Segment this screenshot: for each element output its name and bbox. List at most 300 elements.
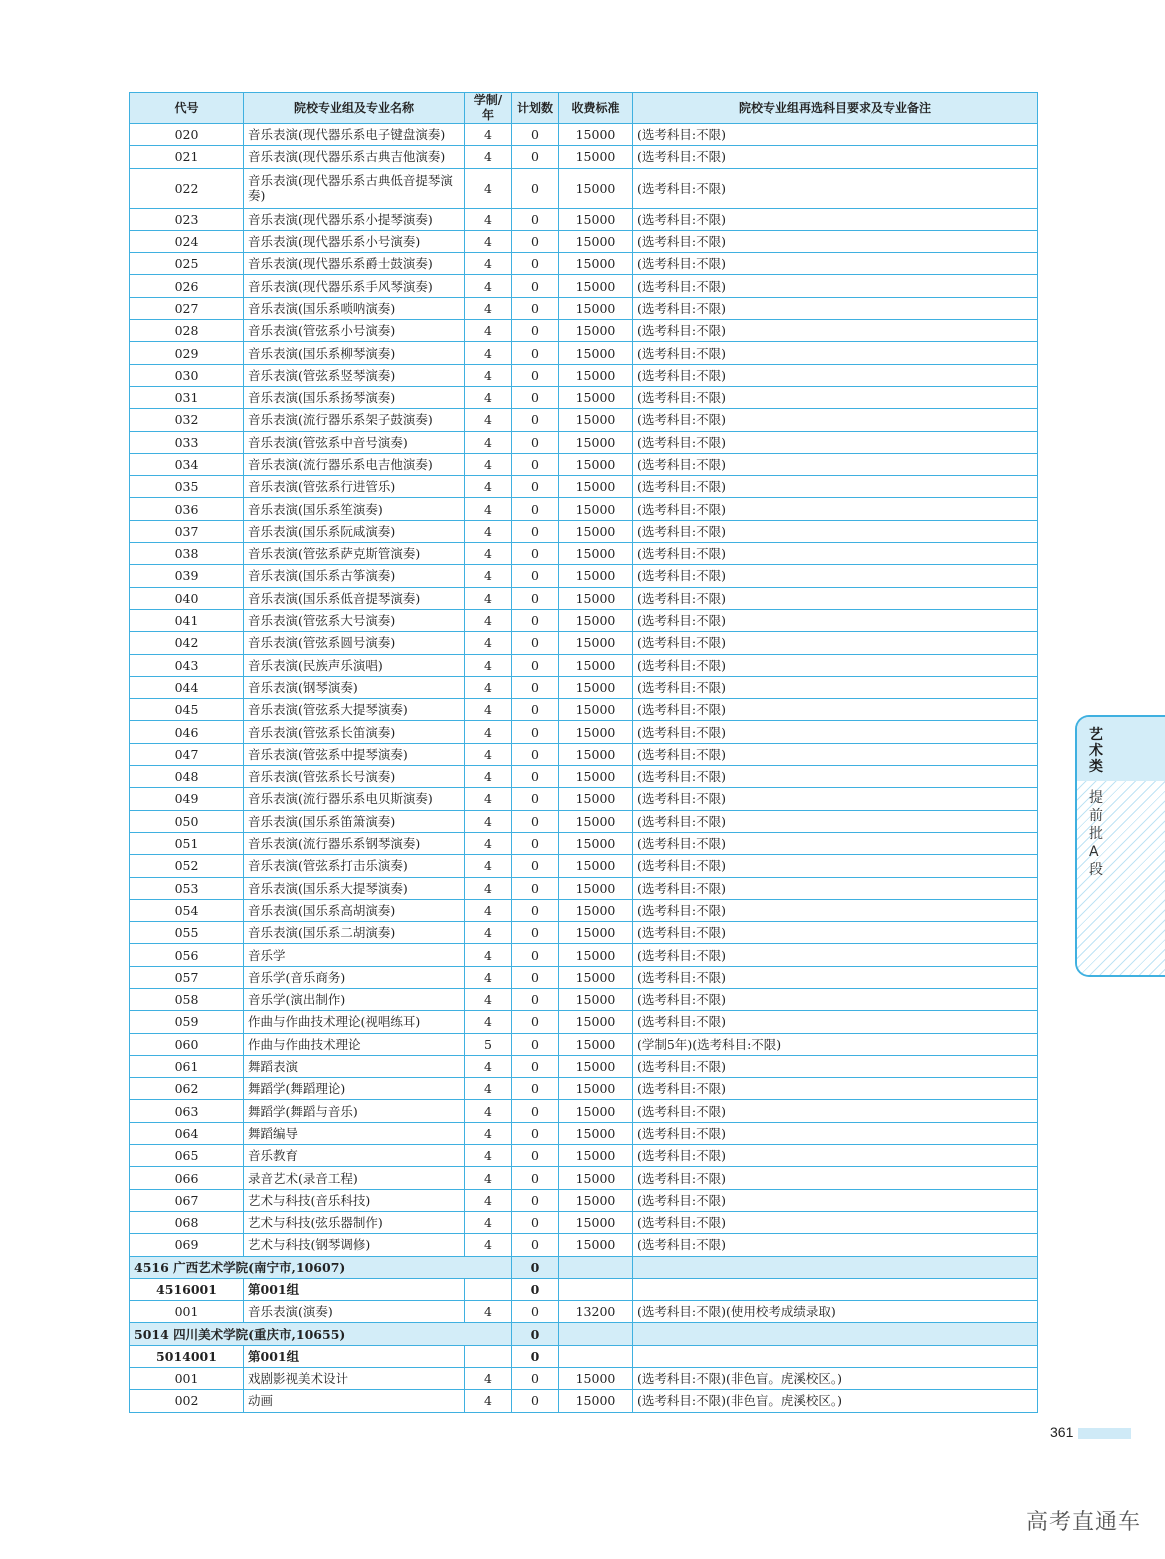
- header-code: 代号: [130, 93, 244, 124]
- major-fee: 15000: [559, 988, 633, 1010]
- school-plan: 0: [512, 1256, 559, 1278]
- table-row: [130, 699, 1038, 721]
- major-years: 4: [465, 721, 512, 743]
- table-row: [130, 632, 1038, 654]
- major-code: 059: [130, 1011, 244, 1033]
- major-name: 音乐表演(现代器乐系小提琴演奏): [244, 208, 465, 230]
- table-row: [130, 543, 1038, 565]
- major-name: 音乐表演(管弦系中音号演奏): [244, 431, 465, 453]
- major-note: (选考科目:不限): [633, 168, 1038, 208]
- major-fee: 15000: [559, 253, 633, 275]
- major-years: 4: [465, 587, 512, 609]
- major-name: 作曲与作曲技术理论: [244, 1033, 465, 1055]
- table-row: [130, 124, 1038, 146]
- major-name: 音乐表演(国乐系笙演奏): [244, 498, 465, 520]
- major-code: 049: [130, 788, 244, 810]
- major-name: 舞蹈表演: [244, 1055, 465, 1077]
- table-row: [130, 1390, 1038, 1412]
- major-fee: 15000: [559, 230, 633, 252]
- major-years: 4: [465, 476, 512, 498]
- major-fee: 15000: [559, 810, 633, 832]
- major-fee: 15000: [559, 721, 633, 743]
- major-name: 音乐表演(管弦系小号演奏): [244, 320, 465, 342]
- major-note: (选考科目:不限): [633, 766, 1038, 788]
- major-code: 048: [130, 766, 244, 788]
- major-name: 音乐表演(民族声乐演唱): [244, 654, 465, 676]
- major-years: 4: [465, 988, 512, 1010]
- major-years: 4: [465, 654, 512, 676]
- header-fee: 收费标准: [559, 93, 633, 124]
- major-code: 066: [130, 1167, 244, 1189]
- school-note-empty: [633, 1323, 1038, 1345]
- major-plan: 0: [512, 230, 559, 252]
- major-plan: 0: [512, 1011, 559, 1033]
- major-code: 020: [130, 124, 244, 146]
- table-row: [130, 766, 1038, 788]
- major-name: 音乐表演(国乐系高胡演奏): [244, 899, 465, 921]
- major-code: 040: [130, 587, 244, 609]
- major-plan: 0: [512, 253, 559, 275]
- page-number-bar: [1078, 1428, 1131, 1439]
- major-name: 音乐表演(钢琴演奏): [244, 676, 465, 698]
- major-name: 音乐学(演出制作): [244, 988, 465, 1010]
- major-code: 052: [130, 855, 244, 877]
- major-years: 4: [465, 386, 512, 408]
- major-fee: 15000: [559, 124, 633, 146]
- table-row: [130, 320, 1038, 342]
- table-row: [130, 810, 1038, 832]
- major-plan: 0: [512, 453, 559, 475]
- side-tab-batch: 提前批A段: [1089, 790, 1103, 878]
- major-years: 4: [465, 743, 512, 765]
- major-code: 068: [130, 1211, 244, 1233]
- major-plan: 0: [512, 855, 559, 877]
- major-note: (选考科目:不限): [633, 386, 1038, 408]
- major-name: 艺术与科技(弦乐器制作): [244, 1211, 465, 1233]
- admission-table: [129, 92, 1038, 1413]
- table-row: [130, 208, 1038, 230]
- major-name: 音乐表演(国乐系柳琴演奏): [244, 342, 465, 364]
- major-years: 4: [465, 966, 512, 988]
- major-note: (选考科目:不限): [633, 1100, 1038, 1122]
- major-name: 音乐学(音乐商务): [244, 966, 465, 988]
- major-code: 054: [130, 899, 244, 921]
- major-note: (选考科目:不限): [633, 565, 1038, 587]
- table-row: [130, 1301, 1038, 1323]
- major-plan: 0: [512, 1234, 559, 1256]
- table-row: [130, 453, 1038, 475]
- major-years: 4: [465, 877, 512, 899]
- major-name: 音乐表演(现代器乐系小号演奏): [244, 230, 465, 252]
- major-plan: 0: [512, 1167, 559, 1189]
- major-years: 5: [465, 1033, 512, 1055]
- major-name: 艺术与科技(音乐科技): [244, 1189, 465, 1211]
- major-name: 音乐表演(国乐系二胡演奏): [244, 922, 465, 944]
- major-years: 4: [465, 944, 512, 966]
- page-number: 361: [1050, 1424, 1074, 1440]
- table-row: [130, 788, 1038, 810]
- major-note: (选考科目:不限): [633, 124, 1038, 146]
- major-plan: 0: [512, 1390, 559, 1412]
- major-years: 4: [465, 1189, 512, 1211]
- major-code: 051: [130, 832, 244, 854]
- major-note: (选考科目:不限): [633, 230, 1038, 252]
- major-note: (选考科目:不限): [633, 1145, 1038, 1167]
- major-plan: 0: [512, 1368, 559, 1390]
- major-name: 音乐表演(管弦系长笛演奏): [244, 721, 465, 743]
- major-fee: 15000: [559, 1368, 633, 1390]
- major-years: 4: [465, 922, 512, 944]
- table-row: [130, 1033, 1038, 1055]
- major-code: 034: [130, 453, 244, 475]
- major-note: (选考科目:不限): [633, 721, 1038, 743]
- major-plan: 0: [512, 409, 559, 431]
- admission-table-wrapper: [129, 92, 1037, 1413]
- major-fee: 15000: [559, 1234, 633, 1256]
- major-fee: 15000: [559, 498, 633, 520]
- table-row: [130, 1368, 1038, 1390]
- major-fee: 15000: [559, 877, 633, 899]
- major-fee: 15000: [559, 1167, 633, 1189]
- major-years: 4: [465, 1011, 512, 1033]
- major-code: 060: [130, 1033, 244, 1055]
- major-note: (选考科目:不限): [633, 587, 1038, 609]
- group-years-empty: [465, 1345, 512, 1367]
- major-years: 4: [465, 810, 512, 832]
- major-note: (选考科目:不限): [633, 1078, 1038, 1100]
- major-name: 音乐表演(管弦系大号演奏): [244, 609, 465, 631]
- major-plan: 0: [512, 1100, 559, 1122]
- major-years: 4: [465, 832, 512, 854]
- major-years: 4: [465, 453, 512, 475]
- major-fee: 15000: [559, 453, 633, 475]
- major-name: 音乐表演(流行器乐系架子鼓演奏): [244, 409, 465, 431]
- major-code: 056: [130, 944, 244, 966]
- major-plan: 0: [512, 699, 559, 721]
- major-years: 4: [465, 609, 512, 631]
- major-plan: 0: [512, 520, 559, 542]
- major-years: 4: [465, 520, 512, 542]
- major-code: 029: [130, 342, 244, 364]
- school-fee-empty: [559, 1323, 633, 1345]
- table-row: [130, 297, 1038, 319]
- major-years: 4: [465, 1145, 512, 1167]
- table-row: [130, 431, 1038, 453]
- group-years-empty: [465, 1278, 512, 1300]
- major-note: (选考科目:不限): [633, 208, 1038, 230]
- side-category-tab: [1075, 715, 1165, 977]
- group-name: 第001组: [244, 1278, 465, 1300]
- major-note: (选考科目:不限): [633, 832, 1038, 854]
- major-name: 戏剧影视美术设计: [244, 1368, 465, 1390]
- major-fee: 15000: [559, 342, 633, 364]
- header-plan: 计划数: [512, 93, 559, 124]
- table-row: [130, 877, 1038, 899]
- major-name: 音乐表演(流行器乐系电贝斯演奏): [244, 788, 465, 810]
- major-code: 061: [130, 1055, 244, 1077]
- major-note: (选考科目:不限): [633, 364, 1038, 386]
- major-code: 041: [130, 609, 244, 631]
- major-plan: 0: [512, 810, 559, 832]
- watermark-text: 高考直通车: [1026, 1510, 1142, 1535]
- major-code: 046: [130, 721, 244, 743]
- major-fee: 15000: [559, 699, 633, 721]
- table-row: [130, 168, 1038, 208]
- major-fee: 15000: [559, 609, 633, 631]
- major-name: 音乐表演(国乐系笛箫演奏): [244, 810, 465, 832]
- major-plan: 0: [512, 788, 559, 810]
- major-note: (选考科目:不限): [633, 788, 1038, 810]
- major-note: (选考科目:不限): [633, 855, 1038, 877]
- major-fee: 15000: [559, 520, 633, 542]
- major-plan: 0: [512, 966, 559, 988]
- major-plan: 0: [512, 587, 559, 609]
- major-fee: 15000: [559, 899, 633, 921]
- major-years: 4: [465, 1390, 512, 1412]
- table-row: [130, 146, 1038, 168]
- major-fee: 15000: [559, 587, 633, 609]
- major-note: (选考科目:不限)(非色盲。虎溪校区。): [633, 1368, 1038, 1390]
- table-row: [130, 1189, 1038, 1211]
- major-fee: 15000: [559, 146, 633, 168]
- major-years: 4: [465, 543, 512, 565]
- major-plan: 0: [512, 632, 559, 654]
- major-code: 001: [130, 1301, 244, 1323]
- major-fee: 15000: [559, 543, 633, 565]
- major-years: 4: [465, 498, 512, 520]
- major-years: 4: [465, 253, 512, 275]
- major-plan: 0: [512, 208, 559, 230]
- major-code: 039: [130, 565, 244, 587]
- major-plan: 0: [512, 1055, 559, 1077]
- table-row: [130, 988, 1038, 1010]
- major-note: (选考科目:不限): [633, 1055, 1038, 1077]
- table-row: [130, 1211, 1038, 1233]
- major-plan: 0: [512, 1033, 559, 1055]
- major-name: 艺术与科技(钢琴调修): [244, 1234, 465, 1256]
- major-fee: 15000: [559, 409, 633, 431]
- group-row: [130, 1278, 1038, 1300]
- major-code: 028: [130, 320, 244, 342]
- table-row: [130, 1011, 1038, 1033]
- major-years: 4: [465, 1122, 512, 1144]
- major-plan: 0: [512, 1301, 559, 1323]
- major-years: 4: [465, 1100, 512, 1122]
- header-note: 院校专业组再选科目要求及专业备注: [633, 93, 1038, 124]
- major-fee: 15000: [559, 855, 633, 877]
- major-plan: 0: [512, 1122, 559, 1144]
- major-fee: 15000: [559, 922, 633, 944]
- major-name: 音乐表演(国乐系阮咸演奏): [244, 520, 465, 542]
- major-fee: 15000: [559, 766, 633, 788]
- major-code: 026: [130, 275, 244, 297]
- major-name: 音乐表演(现代器乐系古典吉他演奏): [244, 146, 465, 168]
- major-plan: 0: [512, 1189, 559, 1211]
- major-name: 舞蹈编导: [244, 1122, 465, 1144]
- major-plan: 0: [512, 275, 559, 297]
- table-row: [130, 899, 1038, 921]
- major-fee: 15000: [559, 832, 633, 854]
- major-fee: 15000: [559, 1100, 633, 1122]
- major-note: (选考科目:不限): [633, 966, 1038, 988]
- major-fee: 15000: [559, 208, 633, 230]
- table-row: [130, 1122, 1038, 1144]
- major-note: (选考科目:不限): [633, 476, 1038, 498]
- group-plan: 0: [512, 1345, 559, 1367]
- major-note: (选考科目:不限): [633, 453, 1038, 475]
- major-name: 音乐学: [244, 944, 465, 966]
- table-row: [130, 654, 1038, 676]
- major-fee: 15000: [559, 1078, 633, 1100]
- major-fee: 15000: [559, 297, 633, 319]
- major-years: 4: [465, 1301, 512, 1323]
- major-code: 057: [130, 966, 244, 988]
- major-fee: 15000: [559, 168, 633, 208]
- major-plan: 0: [512, 1211, 559, 1233]
- major-plan: 0: [512, 609, 559, 631]
- major-name: 音乐表演(国乐系低音提琴演奏): [244, 587, 465, 609]
- major-plan: 0: [512, 320, 559, 342]
- major-plan: 0: [512, 988, 559, 1010]
- school-fee-empty: [559, 1256, 633, 1278]
- major-plan: 0: [512, 676, 559, 698]
- major-name: 音乐表演(流行器乐系钢琴演奏): [244, 832, 465, 854]
- group-fee-empty: [559, 1278, 633, 1300]
- major-code: 065: [130, 1145, 244, 1167]
- major-fee: 15000: [559, 966, 633, 988]
- major-years: 4: [465, 124, 512, 146]
- major-years: 4: [465, 342, 512, 364]
- table-row: [130, 498, 1038, 520]
- major-plan: 0: [512, 498, 559, 520]
- major-years: 4: [465, 320, 512, 342]
- major-name: 舞蹈学(舞蹈与音乐): [244, 1100, 465, 1122]
- table-row: [130, 1055, 1038, 1077]
- major-plan: 0: [512, 342, 559, 364]
- header-years: 学制/年: [465, 93, 512, 124]
- major-note: (选考科目:不限): [633, 899, 1038, 921]
- major-code: 032: [130, 409, 244, 431]
- major-note: (选考科目:不限): [633, 409, 1038, 431]
- major-code: 055: [130, 922, 244, 944]
- major-name: 舞蹈学(舞蹈理论): [244, 1078, 465, 1100]
- major-code: 044: [130, 676, 244, 698]
- major-note: (学制5年)(选考科目:不限): [633, 1033, 1038, 1055]
- major-plan: 0: [512, 766, 559, 788]
- major-note: (选考科目:不限): [633, 1011, 1038, 1033]
- major-fee: 15000: [559, 1189, 633, 1211]
- major-fee: 15000: [559, 275, 633, 297]
- major-note: (选考科目:不限): [633, 1234, 1038, 1256]
- major-note: (选考科目:不限): [633, 1167, 1038, 1189]
- major-fee: 15000: [559, 364, 633, 386]
- group-name: 第001组: [244, 1345, 465, 1367]
- major-fee: 15000: [559, 1145, 633, 1167]
- major-plan: 0: [512, 922, 559, 944]
- major-code: 038: [130, 543, 244, 565]
- header-name: 院校专业组及专业名称: [244, 93, 465, 124]
- major-fee: 15000: [559, 386, 633, 408]
- major-fee: 15000: [559, 565, 633, 587]
- major-name: 音乐表演(管弦系圆号演奏): [244, 632, 465, 654]
- major-code: 027: [130, 297, 244, 319]
- table-row: [130, 520, 1038, 542]
- table-row: [130, 230, 1038, 252]
- major-name: 音乐表演(国乐系唢呐演奏): [244, 297, 465, 319]
- table-header-row: [130, 93, 1038, 124]
- major-years: 4: [465, 208, 512, 230]
- major-note: (选考科目:不限): [633, 498, 1038, 520]
- major-note: (选考科目:不限): [633, 320, 1038, 342]
- table-row: [130, 565, 1038, 587]
- group-note-empty: [633, 1278, 1038, 1300]
- major-plan: 0: [512, 543, 559, 565]
- major-name: 作曲与作曲技术理论(视唱练耳): [244, 1011, 465, 1033]
- major-name: 音乐表演(管弦系大提琴演奏): [244, 699, 465, 721]
- table-row: [130, 743, 1038, 765]
- table-row: [130, 253, 1038, 275]
- major-note: (选考科目:不限): [633, 654, 1038, 676]
- table-row: [130, 409, 1038, 431]
- major-code: 058: [130, 988, 244, 1010]
- table-row: [130, 944, 1038, 966]
- group-plan: 0: [512, 1278, 559, 1300]
- major-name: 音乐表演(国乐系古筝演奏): [244, 565, 465, 587]
- group-fee-empty: [559, 1345, 633, 1367]
- table-row: [130, 364, 1038, 386]
- major-note: (选考科目:不限): [633, 543, 1038, 565]
- major-fee: 15000: [559, 1390, 633, 1412]
- major-name: 音乐教育: [244, 1145, 465, 1167]
- major-note: (选考科目:不限): [633, 922, 1038, 944]
- major-fee: 13200: [559, 1301, 633, 1323]
- major-years: 4: [465, 1167, 512, 1189]
- table-row: [130, 476, 1038, 498]
- major-code: 022: [130, 168, 244, 208]
- major-plan: 0: [512, 364, 559, 386]
- major-plan: 0: [512, 386, 559, 408]
- major-note: (选考科目:不限): [633, 743, 1038, 765]
- group-code: 4516001: [130, 1278, 244, 1300]
- major-note: (选考科目:不限): [633, 609, 1038, 631]
- school-row: [130, 1323, 1038, 1345]
- major-fee: 15000: [559, 632, 633, 654]
- major-fee: 15000: [559, 1033, 633, 1055]
- table-row: [130, 386, 1038, 408]
- major-note: (选考科目:不限): [633, 431, 1038, 453]
- major-fee: 15000: [559, 788, 633, 810]
- major-note: (选考科目:不限): [633, 342, 1038, 364]
- major-name: 音乐表演(演奏): [244, 1301, 465, 1323]
- table-row: [130, 966, 1038, 988]
- major-name: 音乐表演(管弦系行进管乐): [244, 476, 465, 498]
- side-tab-category: 艺术类: [1089, 727, 1103, 775]
- major-years: 4: [465, 275, 512, 297]
- major-plan: 0: [512, 899, 559, 921]
- major-name: 音乐表演(管弦系长号演奏): [244, 766, 465, 788]
- major-plan: 0: [512, 297, 559, 319]
- major-note: (选考科目:不限): [633, 520, 1038, 542]
- major-code: 025: [130, 253, 244, 275]
- major-years: 4: [465, 364, 512, 386]
- major-note: (选考科目:不限): [633, 275, 1038, 297]
- major-years: 4: [465, 766, 512, 788]
- major-code: 069: [130, 1234, 244, 1256]
- major-code: 047: [130, 743, 244, 765]
- major-fee: 15000: [559, 476, 633, 498]
- major-note: (选考科目:不限): [633, 146, 1038, 168]
- major-plan: 0: [512, 654, 559, 676]
